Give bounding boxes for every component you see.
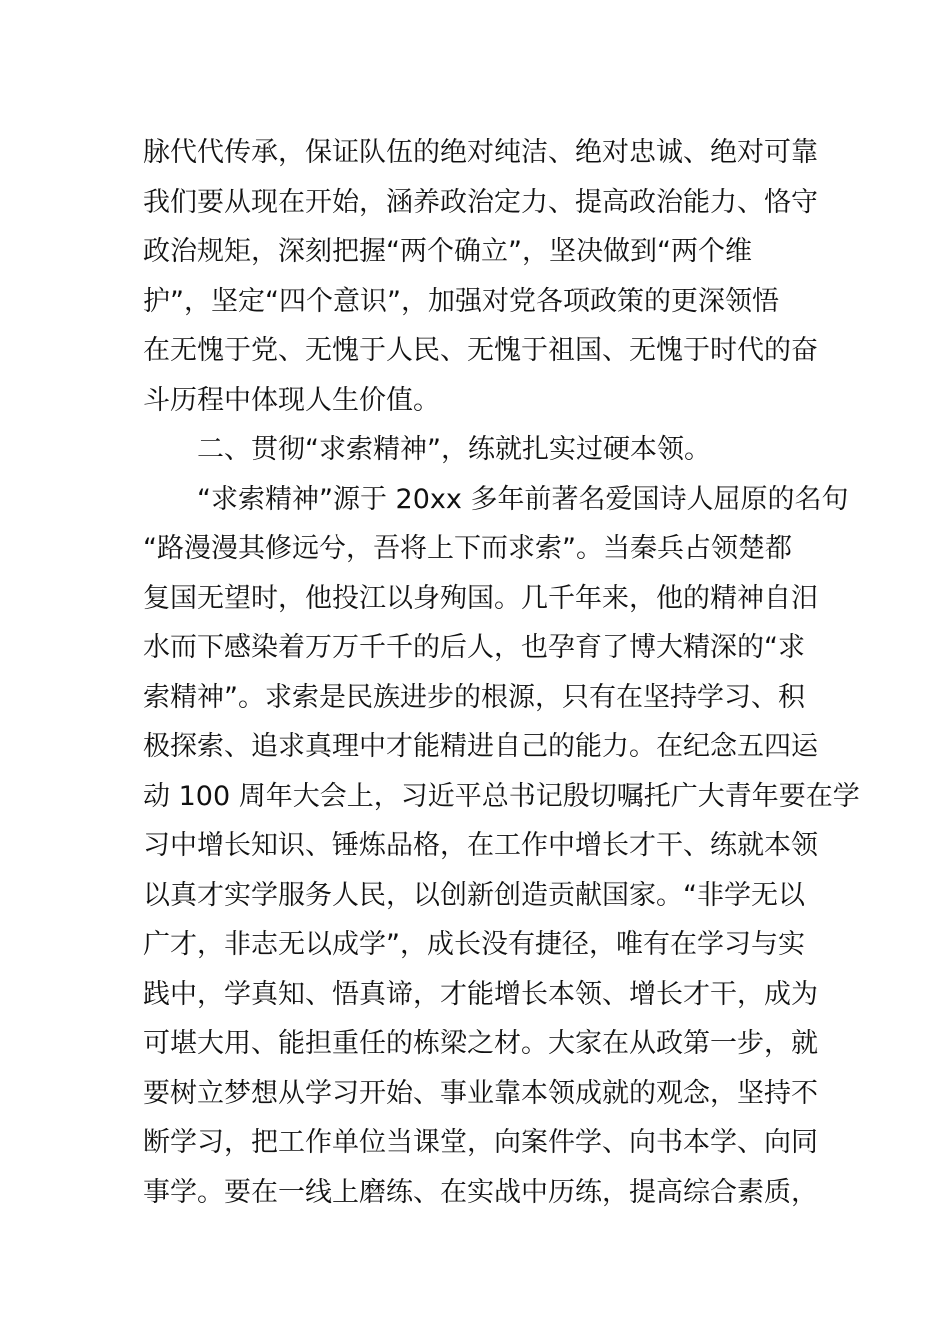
text-line: 水而下感染着万万千千的后人，也孕育了博大精深的“求	[143, 632, 805, 663]
text-line: 动 100 周年大会上，习近平总书记殷切嘱托广大青年要在学	[143, 780, 860, 812]
text-line: 事学。要在一线上磨练、在实战中历练，提高综合素质，	[143, 1176, 818, 1208]
text-line: 护”，坚定“四个意识”，加强对党各项政策的更深领悟	[143, 285, 779, 317]
text-line: 政治规矩，深刻把握“两个确立”，坚决做到“两个维	[143, 236, 752, 267]
text-line: 我们要从现在开始，涵养政治定力、提高政治能力、恪守	[143, 186, 818, 218]
text-line: 习中增长知识、锤炼品格，在工作中增长才干、练就本领	[143, 830, 818, 861]
text-line: 脉代代传承，保证队伍的绝对纯洁、绝对忠诚、绝对可靠	[143, 137, 818, 168]
paragraph-first-line: “求索精神”源于 20xx 多年前著名爱国诗人屈原的名句	[197, 483, 849, 515]
section-heading: 二、贯彻“求索精神”，练就扎实过硬本领。	[197, 434, 711, 465]
text-line: 在无愧于党、无愧于人民、无愧于祖国、无愧于时代的奋	[143, 335, 818, 366]
text-line: 要树立梦想从学习开始、事业靠本领成就的观念，坚持不	[143, 1077, 818, 1109]
text-line: 断学习，把工作单位当课堂，向案件学、向书本学、向同	[143, 1127, 818, 1158]
text-line: 可堪大用、能担重任的栋梁之材。大家在从政第一步，就	[143, 1028, 818, 1059]
text-line: 索精神”。求索是民族进步的根源，只有在坚持学习、积	[143, 681, 805, 713]
body-text	[143, 128, 860, 1217]
text-line: 复国无望时，他投江以身殉国。几千年来，他的精神自汨	[143, 582, 818, 614]
text-line: 广才，非志无以成学”，成长没有捷径，唯有在学习与实	[143, 929, 805, 960]
text-line: 极探索、追求真理中才能精进自己的能力。在纪念五四运	[143, 731, 818, 762]
text-line: “路漫漫其修远兮，吾将上下而求索”。当秦兵占领楚都	[143, 533, 792, 564]
text-line: 以真才实学服务人民，以创新创造贡献国家。“非学无以	[143, 879, 805, 911]
text-line: 践中，学真知、悟真谛，才能增长本领、增长才干，成为	[143, 978, 818, 1010]
text-line: 斗历程中体现人生价值。	[143, 384, 440, 416]
